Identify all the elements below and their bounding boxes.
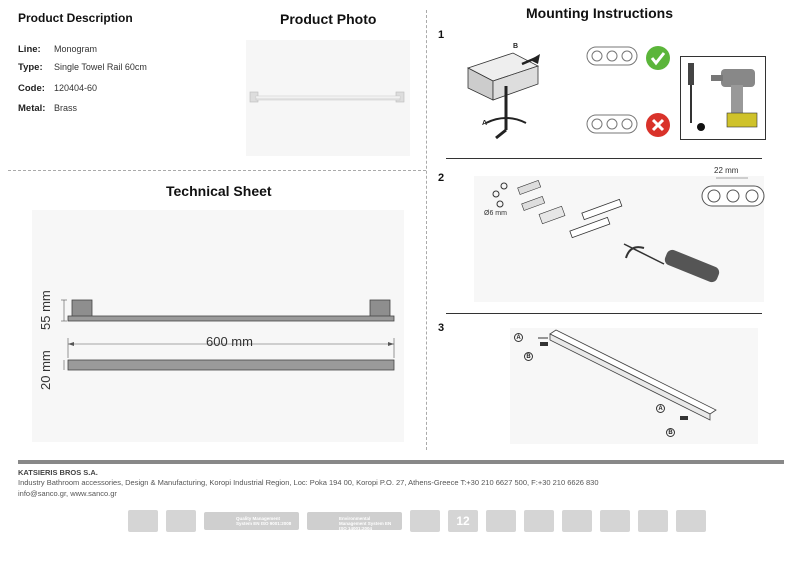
mount-plate-correct-icon xyxy=(586,46,638,66)
height-dimension: 55 mm xyxy=(38,290,53,330)
step-1-number: 1 xyxy=(438,29,445,41)
certification-logos xyxy=(128,510,706,532)
footer-divider xyxy=(18,460,784,464)
step-3-diagram xyxy=(510,328,758,444)
step-3-label-a-bottom: A xyxy=(656,404,665,413)
step-1-bracket-diagram xyxy=(458,38,568,150)
metal-logo-icon xyxy=(676,510,706,532)
step-divider-1 xyxy=(446,158,762,159)
stripes-logo-icon xyxy=(486,510,516,532)
tools-box xyxy=(680,56,766,140)
step-3-label-b-top: B xyxy=(524,352,533,361)
recycle-logo-icon xyxy=(410,510,440,532)
iso-14001-logo xyxy=(307,512,402,530)
metal-label: Metal: xyxy=(18,103,46,114)
product-photo xyxy=(246,40,410,156)
iso-9001-text: Quality Management System EN ISO 9001:2008 xyxy=(236,516,292,526)
company-name: KATSIERIS BROS S.A. xyxy=(18,468,98,477)
hole-size-label: Ø6 mm xyxy=(484,210,507,217)
step-3-label-a-top: A xyxy=(514,333,523,342)
code-value: 120404-60 xyxy=(54,83,98,93)
metal-value: Brass xyxy=(54,103,78,113)
hotel-logo-icon xyxy=(128,510,158,532)
step-divider-2 xyxy=(446,313,762,314)
description-row-code xyxy=(18,83,147,103)
bracket-allen-key-icon xyxy=(458,38,568,150)
step-3-number: 3 xyxy=(438,322,445,334)
code-label: Code: xyxy=(18,83,45,94)
line-value: Monogram xyxy=(54,44,98,54)
iso-14001-text: Environmental Management System EN ISO 14001:2004 xyxy=(339,516,392,531)
company-contact: info@sanco.gr, www.sanco.gr xyxy=(18,489,117,498)
product-photo-title: Product Photo xyxy=(280,11,377,27)
line-label: Line: xyxy=(18,44,41,55)
thickness-dimension: 20 mm xyxy=(38,350,53,390)
divider-horizontal xyxy=(8,170,426,171)
description-row-metal xyxy=(18,103,147,121)
description-row-line xyxy=(18,44,147,62)
description-list xyxy=(18,44,147,121)
type-label: Type: xyxy=(18,62,43,73)
swirl-logo-icon xyxy=(638,510,668,532)
type-value: Single Towel Rail 60cm xyxy=(54,62,147,72)
warranty-logo: 12 xyxy=(448,510,478,532)
divider-vertical xyxy=(426,10,427,450)
quality-badge-icon xyxy=(166,510,196,532)
product-description-title: Product Description xyxy=(18,11,133,25)
mount-plate-wrong-icon xyxy=(586,114,638,134)
iso-9001-logo xyxy=(204,512,299,530)
towel-rail-photo-icon xyxy=(246,40,410,156)
clean-logo-icon xyxy=(562,510,592,532)
check-icon xyxy=(646,46,670,70)
step-1-label-b: B xyxy=(513,43,519,50)
company-address: Industry Bathroom accessories, Design & Manufacturing, Koropi Industrial Region, Loc: Poka 194 00, Koropi P.O. 27, Athens-Greece T:+30 210 6627 500, F:+30 210 6626 830 xyxy=(18,478,599,487)
wave-logo-icon xyxy=(524,510,554,532)
step-1-label-a: A xyxy=(482,120,488,127)
mounting-instructions-title: Mounting Instructions xyxy=(526,5,673,21)
length-dimension: 600 mm xyxy=(206,334,253,349)
step-3-label-b-bottom: B xyxy=(666,428,675,437)
technical-drawing xyxy=(32,210,404,442)
sun-logo-icon xyxy=(600,510,630,532)
screwdriver-drill-icon xyxy=(681,57,767,141)
cross-icon xyxy=(646,113,670,137)
spacing-plate xyxy=(700,166,766,212)
correct-orientation-plate xyxy=(586,46,638,71)
technical-sheet-title: Technical Sheet xyxy=(166,183,272,199)
rail-mounting-icon xyxy=(510,328,758,444)
wrong-orientation-plate xyxy=(586,114,638,139)
technical-drawing-svg xyxy=(32,210,404,442)
description-row-type xyxy=(18,62,147,83)
spacing-label: 22 mm xyxy=(714,166,739,175)
step-2-number: 2 xyxy=(438,172,445,184)
